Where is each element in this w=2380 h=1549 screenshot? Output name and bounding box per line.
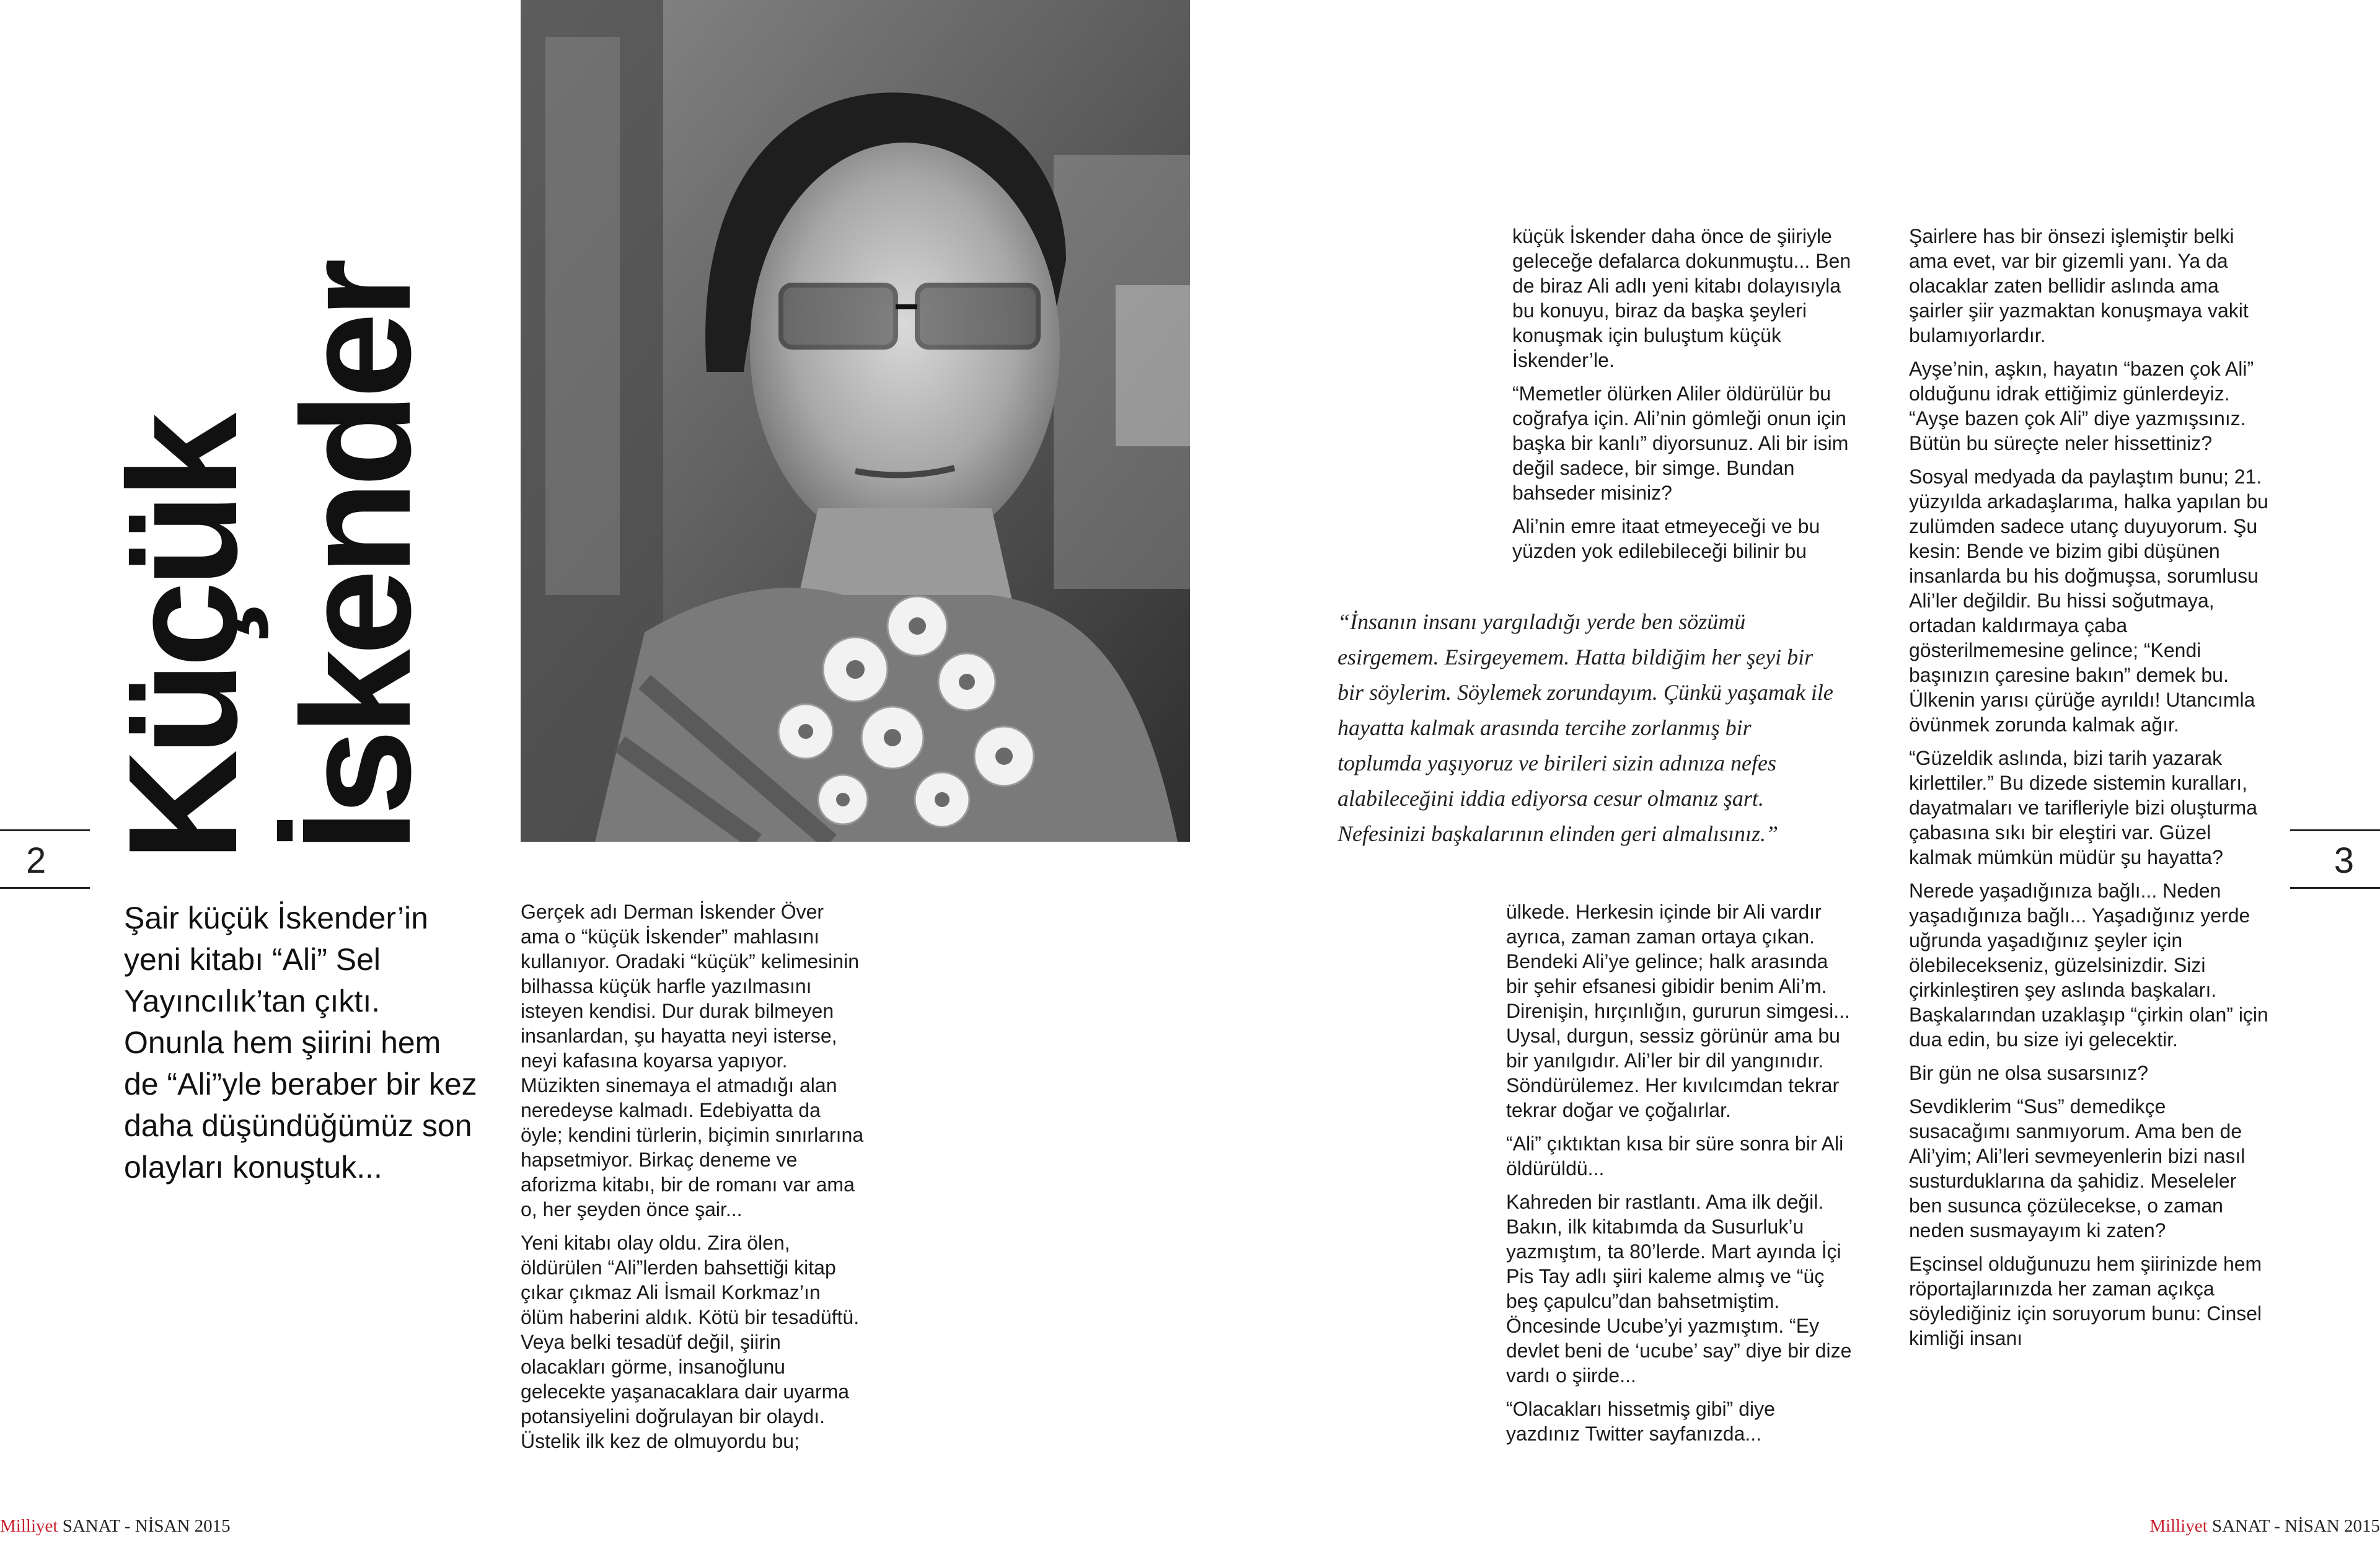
title-line-1: Küçük	[96, 418, 269, 862]
paragraph: Yeni kitabı olay oldu. Zira ölen, öldürülen “Ali”lerden bahsettiği kitap çıkar çıkmaz Ali İsmail Korkmaz’ın ölüm haberini aldık. Kötü bir tesadüftü. Veya belki tesadüf değil, şiirin olacakları görme, insanoğlunu gelecekte yaşanacaklara dair uyarma potansiyelini doğrulayan bir olaydı. Üstelik ilk kez de olmuyordu bu;	[521, 1232, 860, 1452]
paragraph: ülkede. Herkesin içinde bir Ali vardır ayrıca, zaman zaman ortaya çıkan. Bendeki Ali’ye gelince; halk arasında bir şehir efsanesi gibidir benim Ali’m. Direnişin, hırçınlığın, gururun simgesi... Uysal, durgun, sessiz görünür ama bu bir yanılgıdır. Ali’ler bir dil yangınıdır. Söndürülemez. Her kıvılcımdan tekrar tekrar doğar ve çoğalırlar.	[1506, 901, 1850, 1121]
page-number-left: 2	[0, 829, 90, 889]
footer-right	[2149, 1516, 2380, 1537]
paragraph: “Ali” çıktıktan kısa bir süre sonra bir Ali öldürüldü...	[1506, 1132, 1844, 1180]
footer-brand: Milliyet	[2149, 1516, 2208, 1536]
paragraph: Bir gün ne olsa susarsınız?	[1909, 1062, 2148, 1084]
title-line-2: İskender	[270, 264, 443, 852]
paragraph: “Güzeldik aslında, bizi tarih yazarak kirlettiler.” Bu dizede sistemin kuralları, dayatmaları ve tarifleriyle bizi oluşturma çabasına sıkı bir eleştiri var. Güzel kalmak mümkün müdür şu hayatta?	[1909, 747, 2257, 868]
paragraph: “Olacakları hissetmiş gibi” diye yazdınız Twitter sayfanızda...	[1506, 1398, 1775, 1445]
right-page	[1190, 0, 2380, 1549]
footer-brand: Milliyet	[0, 1516, 58, 1536]
portrait-photo	[521, 0, 1190, 842]
article-column-c	[1506, 899, 1853, 1455]
pull-quote: “İnsanın insanı yargıladığı yerde ben sözümü esirgemem. Esirgeyemem. Hatta bildiğim her şeyi bir bir söylerim. Söylemek zorundayım. Çünkü yaşamak ile hayatta kalmak arasında tercihe zorlanmış bir toplumda yaşıyoruz ve birileri sizin adınıza nefes alabileceğini iddia ediyorsa cesur olmanız şart. Nefesinizi başkalarının elinden geri almalısınız.”	[1338, 609, 1833, 846]
paragraph: Kahreden bir rastlantı. Ama ilk değil. Bakın, ilk kitabımda da Susurluk’u yazmıştım, ta 80’lerde. Mart ayında İçi Pis Tay adlı şiiri kaleme almış ve “üç beş çapulcu”dan bahsetmiştim. Öncesinde Ucube’yi yazmıştım. “Ey devlet beni de ‘ucube’ say” diye bir dize vardı o şiirde...	[1506, 1191, 1852, 1387]
footer-magazine: SANAT - NİSAN 2015	[62, 1516, 231, 1536]
paragraph: Ayşe’nin, aşkın, hayatın “bazen çok Ali” olduğunu idrak ettiğimiz günlerdeyiz. “Ayşe bazen çok Ali” diye yazmışsınız. Bütün bu süreçte neler hissettiniz?	[1909, 358, 2254, 454]
paragraph: Şairlere has bir önsezi işlemiştir belki ama evet, var bir gizemli yanı. Ya da olacaklar zaten bellidir aslında ama şairler şiir yazmaktan konuşmaya vakit bulamıyorlardır.	[1909, 225, 2249, 346]
paragraph: Gerçek adı Derman İskender Över ama o “küçük İskender” mahlasını kullanıyor. Oradaki “küçük” kelimesinin bilhassa küçük harfle yazılmasını isteyen kendisi. Dur durak bilmeyen insanlardan, şu hayatta neyi isterse, neyi kafasına koyarsa yapıyor. Müzikten sinemaya el atmadığı alan neredeyse kalmadı. Edebiyatta da öyle; kendini türlerin, biçimin sınırlarına hapsetmiyor. Birkaç deneme ve aforizma kitabı, bir de romanı var ama o, her şeyden önce şair...	[521, 901, 864, 1220]
footer-left	[0, 1516, 231, 1537]
paragraph: Eşcinsel olduğunuzu hem şiirinizde hem röportajlarınızda her zaman açıkça söylediğiniz için soruyorum bunu: Cinsel kimliği insanı	[1909, 1253, 2262, 1349]
article-column-a	[521, 899, 868, 1462]
paragraph: küçük İskender daha önce de şiiriyle geleceğe defalarca dokunmuştu... Ben de biraz Ali adlı yeni kitabı dolayısıyla bu konuyu, biraz da başka şeyleri konuşmak için buluştum küçük İskender’le.	[1512, 225, 1851, 371]
page-number-right: 3	[2290, 829, 2380, 889]
footer-magazine: SANAT - NİSAN 2015	[2212, 1516, 2380, 1536]
paragraph: “Memetler ölürken Aliler öldürülür bu coğrafya için. Ali’nin gömleği onun için başka bir kanlı” diyorsunuz. Ali bir isim değil sadece, bir simge. Bundan bahseder misiniz?	[1512, 382, 1849, 504]
paragraph: Sosyal medyada da paylaştım bunu; 21. yüzyılda arkadaşlarıma, halka yapılan bu zulümden sadece utanç duyuyorum. Şu kesin: Bende ve bizim gibi düşünen insanlarda bu his doğmuşsa, sorumlusu Ali’ler değildir. Bu hissi soğutmaya, ortadan kaldırmaya çaba gösterilmemesine gelince; “Kendi başınızın çaresine bakın” demek bu. Ülkenin yarısı çürüğe ayrıldı! Utancımla övünmek zorunda kalmak ağır.	[1909, 466, 2268, 736]
intro-standfirst: Şair küçük İskender’in yeni kitabı “Ali” Sel Yayıncılık’tan çıktı. Onunla hem şiirini hem de “Ali”yle beraber bir kez daha düşündüğümüz son olayları konuştuk...	[124, 901, 477, 1185]
article-column-b	[1512, 224, 1859, 572]
paragraph: Nerede yaşadığınıza bağlı... Neden yaşadığınıza bağlı... Yaşadığınız yerde uğrunda yaşadığınız şeyler için ölebilecekseniz, güzelsinizdir. Sizi çirkinleştiren şey aslında başkaları. Başkalarından uzaklaşıp “çirkin olan” için dua edin, bu size iyi gelecektir.	[1909, 880, 2268, 1051]
paragraph: Ali’nin emre itaat etmeyeceği ve bu yüzden yok edilebileceği bilinir bu	[1512, 515, 1820, 562]
paragraph: Sevdiklerim “Sus” demedikçe susacağımı sanmıyorum. Ama ben de Ali’yim; Ali’leri sevmeyenlerin bizi nasıl susturduklarına da şahidiz. Meseleler ben susunca çözülecekse, o zaman neden susmayayım ki zaten?	[1909, 1095, 2246, 1242]
article-column-d	[1909, 224, 2268, 1359]
